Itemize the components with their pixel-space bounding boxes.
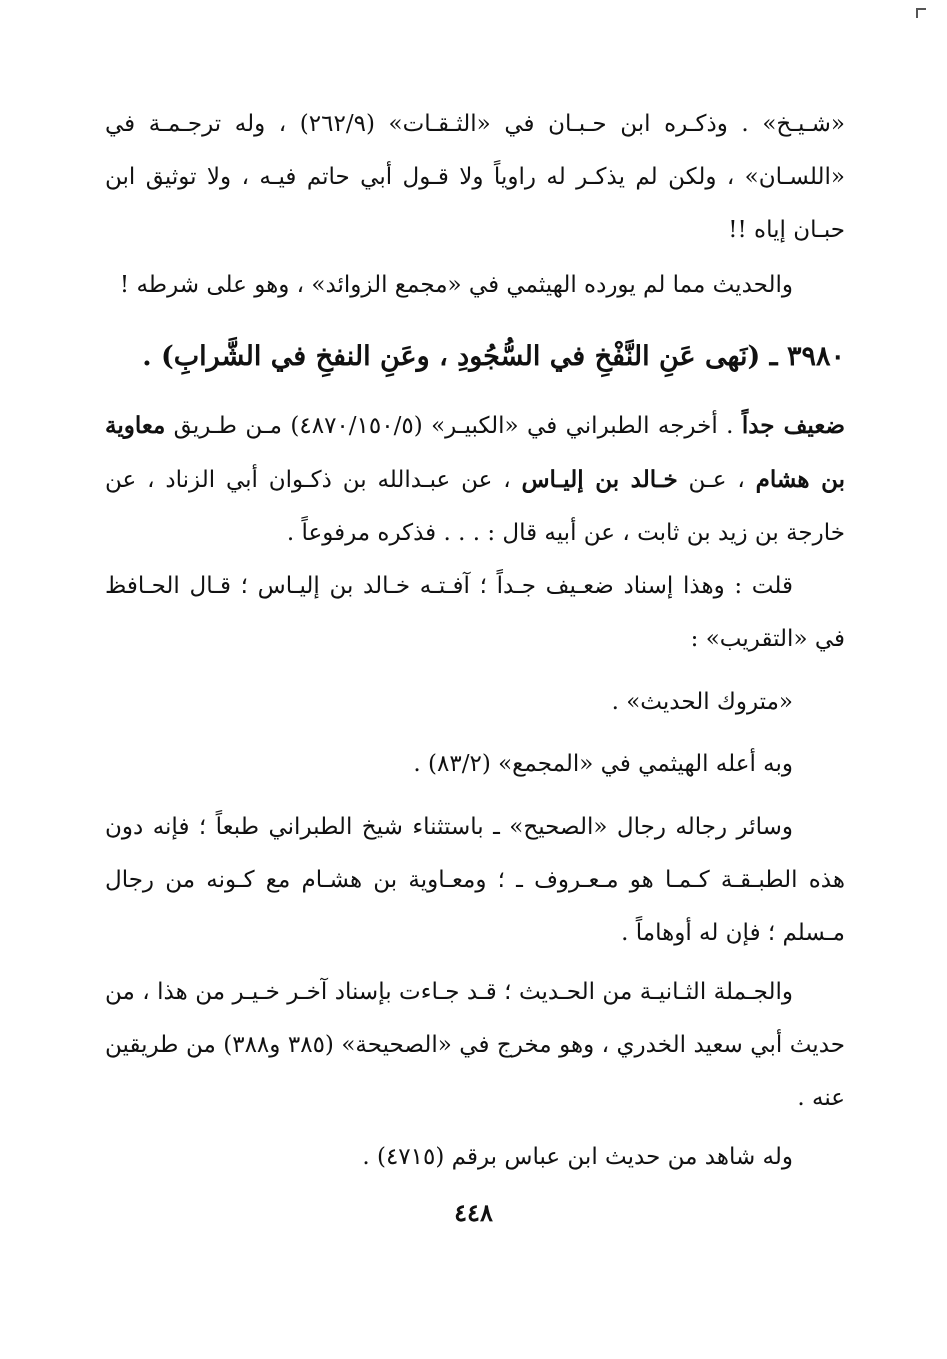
page-number: ٤٤٨	[454, 1198, 493, 1227]
paragraph-7-block	[105, 801, 845, 960]
paragraph-6: وبه أعله الهيثمي في «المجمع» (٨٣/٢) .	[413, 751, 793, 777]
paragraph-6-block	[105, 738, 845, 791]
paragraph-7: وسائر رجاله رجال «الصحيح» ـ باستثناء شيخ الطبراني طبعاً ؛ فإنه دون هذه الطبـقـة كـمـا هو مـعـروف ـ ؛ ومعـاوية بن هشـام مع كـونه من رجال مـسلم ؛ فإن له أوهاماً .	[105, 814, 845, 946]
paragraph-8-block	[105, 966, 845, 1125]
paragraph-5: «متروك الحديث» .	[611, 689, 793, 715]
paragraph-9-block	[105, 1131, 845, 1184]
paragraph-9: وله شاهد من حديث ابن عباس برقم (٤٧١٥) .	[362, 1144, 793, 1170]
paragraph-4: قلت : وهذا إسناد ضعـيف جـداً ؛ آفـتـه خـالد بن إليـاس ؛ قـال الحـافظ في «التقريب» :	[105, 573, 845, 652]
paragraph-4-block	[105, 560, 845, 666]
paragraph-1-block	[105, 98, 845, 257]
paragraph-3-block	[105, 399, 845, 560]
narrator-name-2: خـالد بن إليـاس	[521, 466, 678, 493]
paragraph-8: والجـملة الثـانيـة من الحـديث ؛ قـد جـاءت بإسناد آخـر خـيـر من هذا ، من حديث أبي سعيد الخدري ، وهو مخرج في «الصحيحة» (٣٨٥ و٣٨٨) من طريقين عنه .	[105, 979, 845, 1111]
paragraph-3-part-c: ، عن عبـدالله بن ذكـوان أبي الزناد ، عن خارجة بن زيد بن ثابت ، عن أبيه قال : . . . فذكره مرفوعاً .	[105, 467, 845, 546]
paragraph-1: «شـيـخ» . وذكـره ابن حـبـان في «الثـقـات» (٢٦٢/٩) ، وله ترجـمـة في «اللسـان» ، ولكن لم يذكـر له راوياً ولا قـول أبي حاتم فيـه ، ولا توثيق ابن حبـان إياه !!	[105, 111, 846, 243]
paragraph-2-block	[105, 259, 845, 312]
hadith-heading: ٣٩٨٠ ـ (نَهى عَنِ النَّفْخِ في السُّجُودِ ، وعَنِ النفخِ في الشَّرابِ) .	[142, 341, 845, 372]
paragraph-3-part-a: . أخرجه الطبراني في «الكبيـر» (٤٨٧٠/١٥٠/٥) مـن طـريق	[165, 413, 742, 439]
paragraph-3-part-b: ، عـن	[677, 467, 756, 493]
paragraph-3	[105, 399, 845, 560]
grading-label: ضعيف جداً	[741, 412, 846, 439]
corner-crop-mark	[916, 8, 926, 18]
hadith-heading-block	[105, 330, 845, 383]
paragraph-5-block	[105, 676, 845, 729]
narrator-name-1: معاوية بن هشام	[105, 412, 846, 493]
paragraph-2: والحديث مما لم يورده الهيثمي في «مجمع الزوائد» ، وهو على شرطه !	[119, 272, 793, 298]
